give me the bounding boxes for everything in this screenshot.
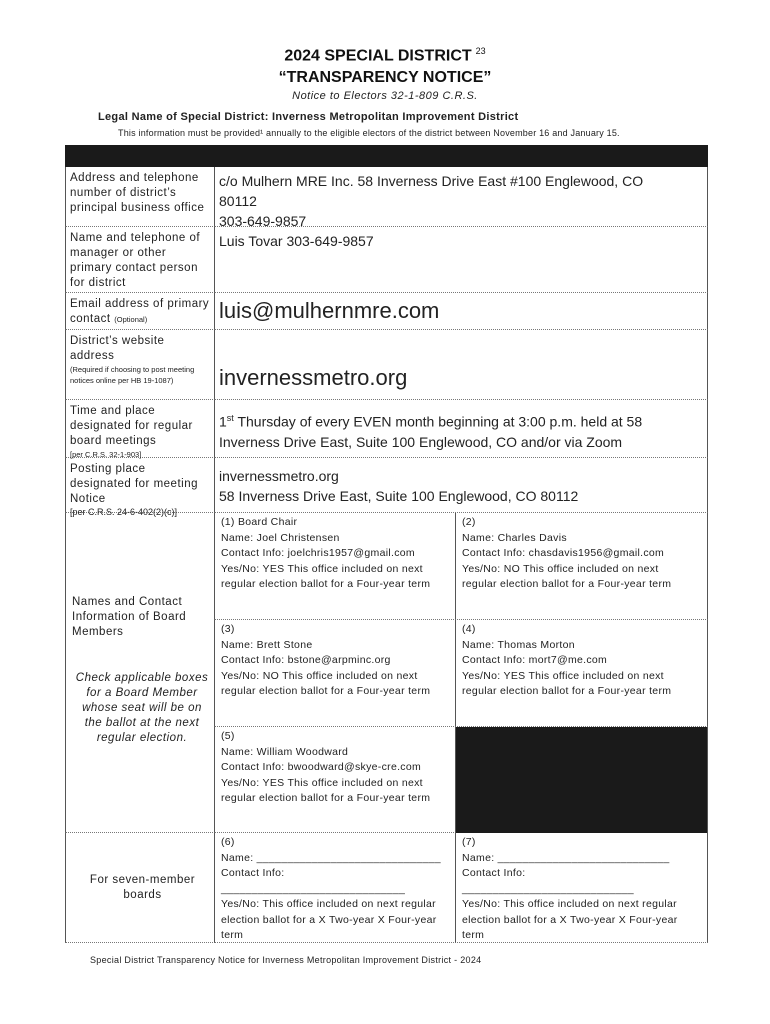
member-4-name: Name: Thomas Morton bbox=[462, 638, 575, 651]
board-label-cell bbox=[65, 513, 215, 833]
title-superscript: 23 bbox=[475, 46, 486, 56]
member-1-contact: Contact Info: joelchris1957@gmail.com bbox=[221, 547, 415, 559]
board-member-1 bbox=[214, 513, 456, 620]
board-empty-cell bbox=[455, 727, 708, 833]
member-4-line-1: (4) bbox=[462, 623, 476, 635]
meetings-line-2: Inverness Drive East, Suite 100 Englewood, CO and/or via Zoom bbox=[219, 433, 623, 450]
member-3-contact: Contact Info: bstone@arpminc.org bbox=[221, 654, 391, 666]
meetings-label-text: Time and place designated for regular board meetings bbox=[70, 405, 193, 447]
title-text: 2024 SPECIAL DISTRICT bbox=[284, 47, 472, 65]
posting-label-text: Posting place designated for meeting Notice bbox=[70, 463, 198, 505]
board-member-3 bbox=[214, 620, 456, 727]
email-label-line-2: contact bbox=[70, 313, 111, 325]
meetings-superscript: st bbox=[226, 413, 234, 423]
meetings-value bbox=[214, 400, 708, 458]
board-member-7 bbox=[455, 833, 708, 943]
seven-member-cell bbox=[65, 833, 215, 943]
member-5-term: regular election ballot for a Four-year term bbox=[221, 792, 431, 804]
board-member-6 bbox=[214, 833, 456, 943]
member-7-contact-blank: ____________________________ bbox=[462, 882, 634, 895]
board-member-5 bbox=[214, 727, 456, 833]
address-line-2: 80112 bbox=[219, 193, 257, 209]
member-6-contact: Contact Info: bbox=[221, 867, 285, 879]
member-2-term: regular election ballot for a Four-year term bbox=[462, 578, 672, 590]
member-6-line-1: (6) bbox=[221, 836, 235, 848]
board-member-2 bbox=[455, 513, 708, 620]
info-note: This information must be provided¹ annually to the eligible electors of the district between November 16 and January 15. bbox=[118, 128, 620, 138]
member-3-line-1: (3) bbox=[221, 623, 235, 635]
member-5-name: Name: William Woodward bbox=[221, 745, 349, 758]
member-1-yesno: Yes/No: YES This office included on next bbox=[221, 562, 423, 575]
member-2-contact: Contact Info: chasdavis1956@gmail.com bbox=[462, 547, 665, 559]
address-value bbox=[214, 167, 708, 227]
member-7-contact: Contact Info: bbox=[462, 867, 526, 879]
posting-line-2: 58 Inverness Drive East, Suite 100 Englewood, CO 80112 bbox=[219, 488, 579, 504]
board-check-note: Check applicable boxes for a Board Member whose seat will be on the ballot at the next regular election. bbox=[75, 672, 209, 744]
meetings-label bbox=[65, 400, 215, 458]
posting-line-1: invernessmetro.org bbox=[219, 468, 339, 484]
member-2-line-1: (2) bbox=[462, 516, 476, 528]
title-line-2: “TRANSPARENCY NOTICE” bbox=[278, 69, 492, 86]
posting-label-note: [per C.R.S. 24-6-402(2)(c)] bbox=[70, 507, 178, 517]
email-value: luis@mulhernmre.com bbox=[214, 293, 708, 330]
member-3-name: Name: Brett Stone bbox=[221, 638, 313, 651]
manager-value: Luis Tovar 303-649-9857 bbox=[214, 227, 708, 293]
manager-label: Name and telephone of manager or other primary contact person for district bbox=[65, 227, 215, 293]
email-label-line-1: Email address of primary bbox=[70, 298, 210, 310]
member-3-term: regular election ballot for a Four-year term bbox=[221, 685, 431, 697]
member-5-yesno: Yes/No: YES This office included on next bbox=[221, 776, 423, 789]
member-6-contact-blank: ______________________________ bbox=[221, 882, 406, 895]
member-6-name: Name: ______________________________ bbox=[221, 851, 441, 864]
subtitle: Notice to Electors 32-1-809 C.R.S. bbox=[292, 90, 478, 102]
member-1-line-1: (1) Board Chair bbox=[221, 516, 298, 528]
email-label-note: (Optional) bbox=[114, 315, 148, 324]
board-label: Names and Contact Information of Board Members bbox=[72, 596, 187, 638]
meetings-line-1-start: 1 bbox=[219, 413, 227, 430]
address-label: Address and telephone number of district’s principal business office bbox=[65, 167, 215, 227]
member-7-line-1: (7) bbox=[462, 836, 476, 848]
member-1-term: regular election ballot for a Four-year term bbox=[221, 578, 431, 590]
member-5-line-1: (5) bbox=[221, 730, 235, 742]
member-2-yesno: Yes/No: NO This office included on next bbox=[462, 562, 659, 575]
address-line-3: 303-649-9857 bbox=[219, 213, 307, 229]
header-bar bbox=[65, 145, 708, 167]
email-label bbox=[65, 293, 215, 330]
member-4-contact: Contact Info: mort7@me.com bbox=[462, 654, 608, 666]
member-4-yesno: Yes/No: YES This office included on next bbox=[462, 669, 664, 682]
member-3-yesno: Yes/No: NO This office included on next bbox=[221, 669, 418, 682]
meetings-line-1-rest: Thursday of every EVEN month beginning at 3:00 p.m. held at 58 bbox=[233, 413, 643, 430]
seven-member-label: For seven-member boards bbox=[89, 874, 196, 901]
website-label-note: (Required if choosing to post meeting notices online per HB 19-1087) bbox=[70, 365, 195, 385]
address-line-1: c/o Mulhern MRE Inc. 58 Inverness Drive East #100 Englewood, CO bbox=[219, 173, 644, 189]
posting-value bbox=[214, 458, 708, 513]
title-line-1 bbox=[0, 46, 770, 65]
footer: Special District Transparency Notice for Inverness Metropolitan Improvement District - 2024 bbox=[90, 955, 482, 965]
member-7-yesno: Yes/No: This office included on next regular election ballot for a X Two-year X Four-year term bbox=[462, 898, 678, 941]
website-value: invernessmetro.org bbox=[214, 330, 708, 400]
posting-label bbox=[65, 458, 215, 517]
legal-name: Legal Name of Special District: Inverness Metropolitan Improvement District bbox=[98, 111, 519, 123]
meetings-label-note: [per C.R.S. 32-1-903] bbox=[70, 450, 142, 459]
board-member-4 bbox=[455, 620, 708, 727]
member-5-contact: Contact Info: bwoodward@skye-cre.com bbox=[221, 761, 422, 773]
member-1-name: Name: Joel Christensen bbox=[221, 531, 340, 544]
member-2-name: Name: Charles Davis bbox=[462, 531, 567, 544]
member-6-yesno: Yes/No: This office included on next regular election ballot for a X Two-year X Four-year term bbox=[221, 898, 437, 941]
member-7-name: Name: ____________________________ bbox=[462, 851, 670, 864]
website-label-text: District’s website address bbox=[70, 335, 165, 362]
member-4-term: regular election ballot for a Four-year term bbox=[462, 685, 672, 697]
website-label bbox=[65, 330, 215, 400]
